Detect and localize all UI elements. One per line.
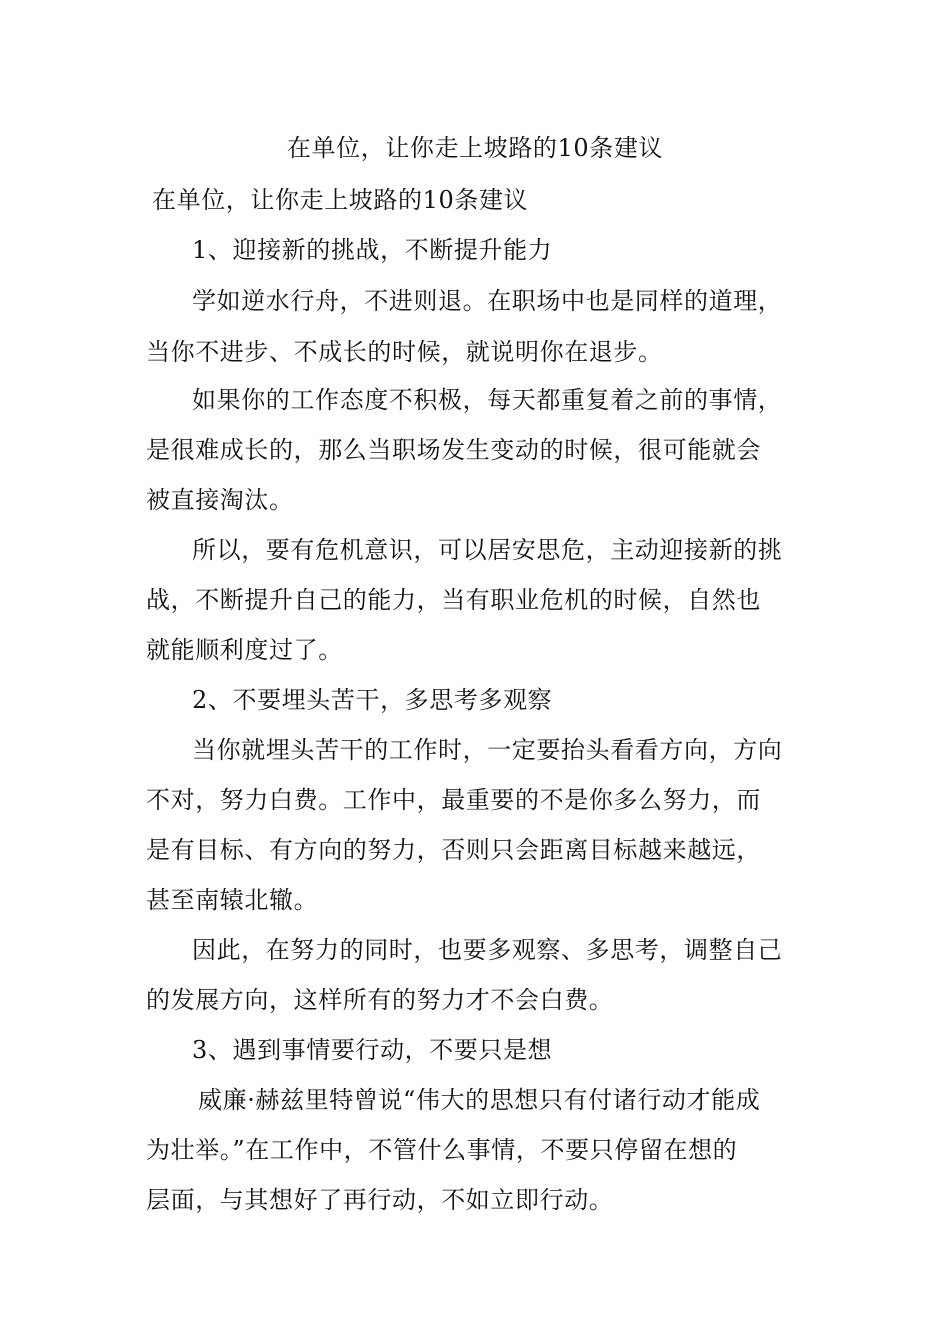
section-heading-1: 1、迎接新的挑战，不断提升能力 (192, 236, 553, 264)
paragraph-line: 当你不进步、不成长的时候，就说明你在退步。 (146, 338, 663, 366)
paragraph-line: 当你就埋头苦干的工作时，一定要抬头看看方向，方向 (192, 736, 783, 764)
paragraph-line: 学如逆水行舟，不进则退。在职场中也是同样的道理， (192, 287, 783, 315)
paragraph-line: 就能顺利度过了。 (146, 636, 343, 664)
paragraph-line: 是有目标、有方向的努力，否则只会距离目标越来越远， (146, 836, 761, 864)
paragraph-line: 是很难成长的，那么当职场发生变动的时候，很可能就会 (146, 436, 761, 464)
paragraph-line: 所以，要有危机意识，可以居安思危，主动迎接新的挑 (192, 536, 783, 564)
paragraph-line: 如果你的工作态度不积极，每天都重复着之前的事情， (192, 386, 783, 414)
paragraph-line: 被直接淘汰。 (146, 486, 294, 514)
paragraph-line: 甚至南辕北辙。 (146, 886, 319, 914)
paragraph-line: 的发展方向，这样所有的努力才不会白费。 (146, 986, 614, 1014)
paragraph-line: 层面，与其想好了再行动，不如立即行动。 (146, 1186, 614, 1214)
paragraph-line: 为壮举。”在工作中，不管什么事情，不要只停留在想的 (146, 1136, 738, 1164)
section-heading-2: 2、不要埋头苦干，多思考多观察 (192, 686, 553, 714)
paragraph-line: 因此，在努力的同时，也要多观察、多思考，调整自己 (192, 936, 783, 964)
section-heading-3: 3、遇到事情要行动，不要只是想 (192, 1036, 553, 1064)
paragraph-line: 威廉·赫兹里特曾说“伟大的思想只有付诸行动才能成 (198, 1086, 761, 1114)
document-subtitle: 在单位，让你走上坡路的10条建议 (152, 186, 529, 214)
paragraph-line: 不对，努力白费。工作中，最重要的不是你多么努力，而 (146, 786, 761, 814)
document-title: 在单位，让你走上坡路的10条建议 (286, 134, 664, 162)
paragraph-line: 战，不断提升自己的能力，当有职业危机的时候，自然也 (146, 586, 761, 614)
